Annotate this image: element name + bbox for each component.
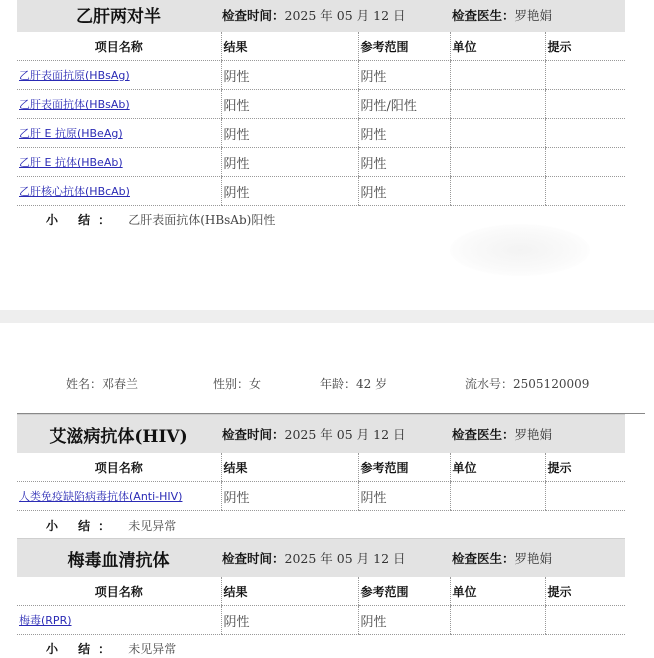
col-header-unit: 单位	[450, 577, 545, 606]
hint-cell	[545, 119, 625, 148]
exam-doctor-value: 罗艳娟	[514, 427, 553, 442]
hint-cell	[545, 177, 625, 206]
col-header-hint: 提示	[545, 577, 625, 606]
result-cell: 阴性	[221, 148, 358, 177]
hint-cell	[545, 148, 625, 177]
exam-time-label: 检查时间：	[222, 551, 285, 566]
serial-number-label: 流水号：	[465, 377, 514, 391]
unit-cell	[450, 90, 545, 119]
unit-cell	[450, 482, 545, 511]
table-row	[17, 177, 625, 206]
section-header-hiv	[17, 414, 625, 453]
table-row	[17, 90, 625, 119]
exam-time-value: 2025 年 05 月 12 日	[284, 7, 406, 23]
exam-doctor-label: 检查医生：	[452, 427, 515, 442]
table-row	[17, 606, 625, 635]
section-title: 乙肝两对半	[76, 7, 161, 27]
range-cell: 阴性	[358, 482, 450, 511]
col-header-name: 项目名称	[17, 453, 221, 482]
exam-time-value: 2025 年 05 月 12 日	[284, 551, 406, 566]
summary-label: 小 结：	[46, 519, 119, 533]
exam-doctor-label: 检查医生：	[452, 7, 515, 23]
col-header-hint: 提示	[545, 453, 625, 482]
exam-doctor-value: 罗艳娟	[514, 551, 553, 566]
table-header-row	[17, 453, 625, 482]
summary-label: 小 结：	[46, 213, 119, 227]
result-cell: 阴性	[221, 61, 358, 90]
result-cell: 阴性	[221, 482, 358, 511]
summary-value: 未见异常	[128, 519, 177, 533]
col-header-name: 项目名称	[17, 577, 221, 606]
patient-name-value: 邓春兰	[102, 377, 139, 391]
item-link[interactable]: 乙肝表面抗原(HBsAg)	[19, 69, 130, 82]
table-row	[17, 148, 625, 177]
exam-time	[222, 539, 406, 577]
unit-cell	[450, 177, 545, 206]
table-header-row	[17, 32, 625, 61]
col-header-result: 结果	[221, 453, 358, 482]
col-header-result: 结果	[221, 577, 358, 606]
exam-time-label: 检查时间：	[222, 7, 285, 23]
col-header-range: 参考范围	[358, 32, 450, 61]
exam-time-label: 检查时间：	[222, 427, 285, 442]
table-header-row	[17, 577, 625, 606]
table-row	[17, 61, 625, 90]
range-cell: 阴性	[358, 148, 450, 177]
item-link[interactable]: 乙肝 E 抗原(HBeAg)	[19, 127, 123, 140]
range-cell: 阴性	[358, 61, 450, 90]
range-cell: 阴性	[358, 606, 450, 635]
item-link[interactable]: 梅毒(RPR)	[19, 614, 72, 627]
hint-cell	[545, 90, 625, 119]
col-header-result: 结果	[221, 32, 358, 61]
serial-number-value: 2505120009	[513, 377, 590, 391]
section-header-hbv	[17, 0, 625, 32]
exam-doctor	[452, 415, 552, 453]
patient-age-label: 年龄：	[320, 377, 357, 391]
exam-time	[222, 0, 406, 32]
summary-syphilis	[46, 640, 176, 657]
col-header-name: 项目名称	[17, 32, 221, 61]
result-cell: 阴性	[221, 119, 358, 148]
summary-hiv	[46, 517, 176, 534]
section-title: 艾滋病抗体(HIV)	[49, 426, 188, 447]
result-cell: 阴性	[221, 177, 358, 206]
unit-cell	[450, 119, 545, 148]
unit-cell	[450, 606, 545, 635]
section-header-syphilis	[17, 538, 625, 577]
hint-cell	[545, 606, 625, 635]
table-row	[17, 482, 625, 511]
patient-gender-value: 女	[249, 377, 262, 391]
patient-name	[66, 375, 138, 392]
exam-doctor	[452, 0, 552, 32]
serial-number	[465, 375, 589, 392]
results-table-hbv	[17, 32, 625, 206]
col-header-range: 参考范围	[358, 453, 450, 482]
range-cell: 阴性	[358, 119, 450, 148]
item-name-cell	[17, 90, 221, 119]
result-cell: 阴性	[221, 606, 358, 635]
exam-doctor-label: 检查医生：	[452, 551, 515, 566]
table-row	[17, 119, 625, 148]
item-name-cell	[17, 148, 221, 177]
exam-doctor-value: 罗艳娟	[514, 7, 553, 23]
summary-label: 小 结：	[46, 642, 119, 656]
range-cell: 阴性/阳性	[358, 90, 450, 119]
col-header-range: 参考范围	[358, 577, 450, 606]
stamp-area	[450, 224, 590, 276]
patient-gender-label: 性别：	[213, 377, 250, 391]
patient-age-value: 42 岁	[356, 377, 388, 391]
unit-cell	[450, 148, 545, 177]
summary-hbv	[46, 211, 275, 228]
col-header-unit: 单位	[450, 453, 545, 482]
section-title: 梅毒血清抗体	[67, 550, 170, 571]
exam-doctor	[452, 539, 552, 577]
result-cell: 阳性	[221, 90, 358, 119]
hint-cell	[545, 61, 625, 90]
item-name-cell	[17, 606, 221, 635]
patient-age	[320, 375, 387, 392]
patient-name-label: 姓名：	[66, 377, 103, 391]
item-name-cell	[17, 482, 221, 511]
hint-cell	[545, 482, 625, 511]
item-name-cell	[17, 177, 221, 206]
item-link[interactable]: 乙肝核心抗体(HBcAb)	[19, 185, 130, 198]
exam-time	[222, 415, 406, 453]
page-break	[0, 310, 654, 323]
item-name-cell	[17, 119, 221, 148]
item-link[interactable]: 乙肝表面抗体(HBsAb)	[19, 98, 130, 111]
results-table-hiv	[17, 453, 625, 511]
col-header-unit: 单位	[450, 32, 545, 61]
item-link[interactable]: 人类免疫缺陷病毒抗体(Anti-HIV)	[19, 490, 183, 503]
unit-cell	[450, 61, 545, 90]
summary-value: 乙肝表面抗体(HBsAb)阳性	[128, 213, 276, 227]
patient-gender	[213, 375, 261, 392]
col-header-hint: 提示	[545, 32, 625, 61]
range-cell: 阴性	[358, 177, 450, 206]
exam-time-value: 2025 年 05 月 12 日	[284, 427, 406, 442]
item-link[interactable]: 乙肝 E 抗体(HBeAb)	[19, 156, 123, 169]
item-name-cell	[17, 61, 221, 90]
summary-value: 未见异常	[128, 642, 177, 656]
results-table-syphilis	[17, 577, 625, 635]
